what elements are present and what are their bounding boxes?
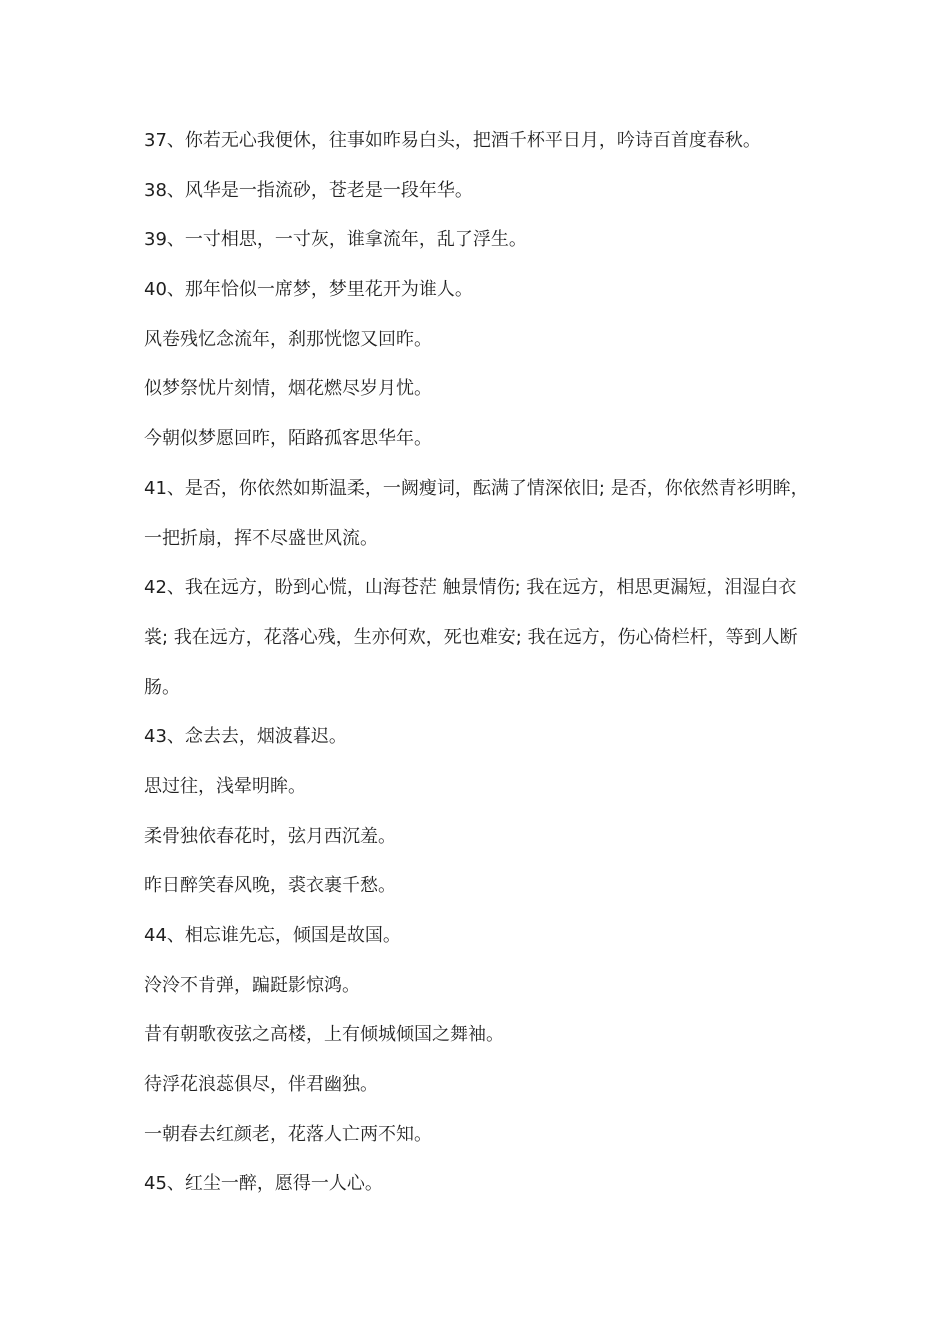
text-line-40-verse-2: 似梦祭忧片刻情，烟花燃尽岁月忧。	[144, 378, 432, 400]
text-line-42-cont-1: 裳; 我在远方，花落心残，生亦何欢，死也难安; 我在远方，伤心倚栏杆，等到人断	[144, 626, 798, 648]
text-line-44-verse-2: 昔有朝歌夜弦之高楼，上有倾城倾国之舞袖。	[144, 1024, 504, 1046]
text-line-41-cont: 一把折扇，挥不尽盛世风流。	[144, 527, 378, 549]
text-line-40-verse-1: 风卷残忆念流年，刹那恍惚又回昨。	[144, 328, 432, 350]
text-line-41: 41、是否，你依然如斯温柔，一阙瘦词，酝满了情深依旧; 是否，你依然青衫明眸，	[144, 477, 809, 499]
text-line-43-verse-1: 思过往，浅晕明眸。	[144, 775, 306, 797]
text-line-43-verse-3: 昨日醉笑春风晚，裘衣裹千愁。	[144, 875, 396, 897]
text-line-44-verse-3: 待浮花浪蕊俱尽，伴君幽独。	[144, 1074, 378, 1096]
text-line-44: 44、相忘谁先忘，倾国是故国。	[144, 925, 401, 946]
text-line-44-verse-1: 泠泠不肯弹，蹁跹影惊鸿。	[144, 974, 360, 996]
text-line-40-verse-3: 今朝似梦愿回昨，陌路孤客思华年。	[144, 428, 432, 450]
document-body	[144, 116, 816, 1209]
text-line-40: 40、那年恰似一席梦，梦里花开为谁人。	[144, 279, 473, 301]
text-line-39: 39、一寸相思，一寸灰，谁拿流年，乱了浮生。	[144, 229, 527, 251]
text-line-43: 43、念去去，烟波暮迟。	[144, 726, 347, 748]
text-line-45: 45、红尘一醉，愿得一人心。	[144, 1173, 383, 1195]
text-line-43-verse-2: 柔骨独依春花时，弦月西沉羞。	[144, 825, 396, 847]
text-line-37: 37、你若无心我便休，往事如昨易白头，把酒千杯平日月，吟诗百首度春秋。	[144, 130, 761, 151]
text-line-42-cont-2: 肠。	[144, 676, 180, 698]
text-line-38: 38、风华是一指流砂，苍老是一段年华。	[144, 179, 473, 201]
text-line-42: 42、我在远方，盼到心慌，山海苍茫 触景情伤; 我在远方，相思更漏短，泪湿白衣	[144, 577, 797, 599]
text-line-44-verse-4: 一朝春去红颜老，花落人亡两不知。	[144, 1123, 432, 1145]
